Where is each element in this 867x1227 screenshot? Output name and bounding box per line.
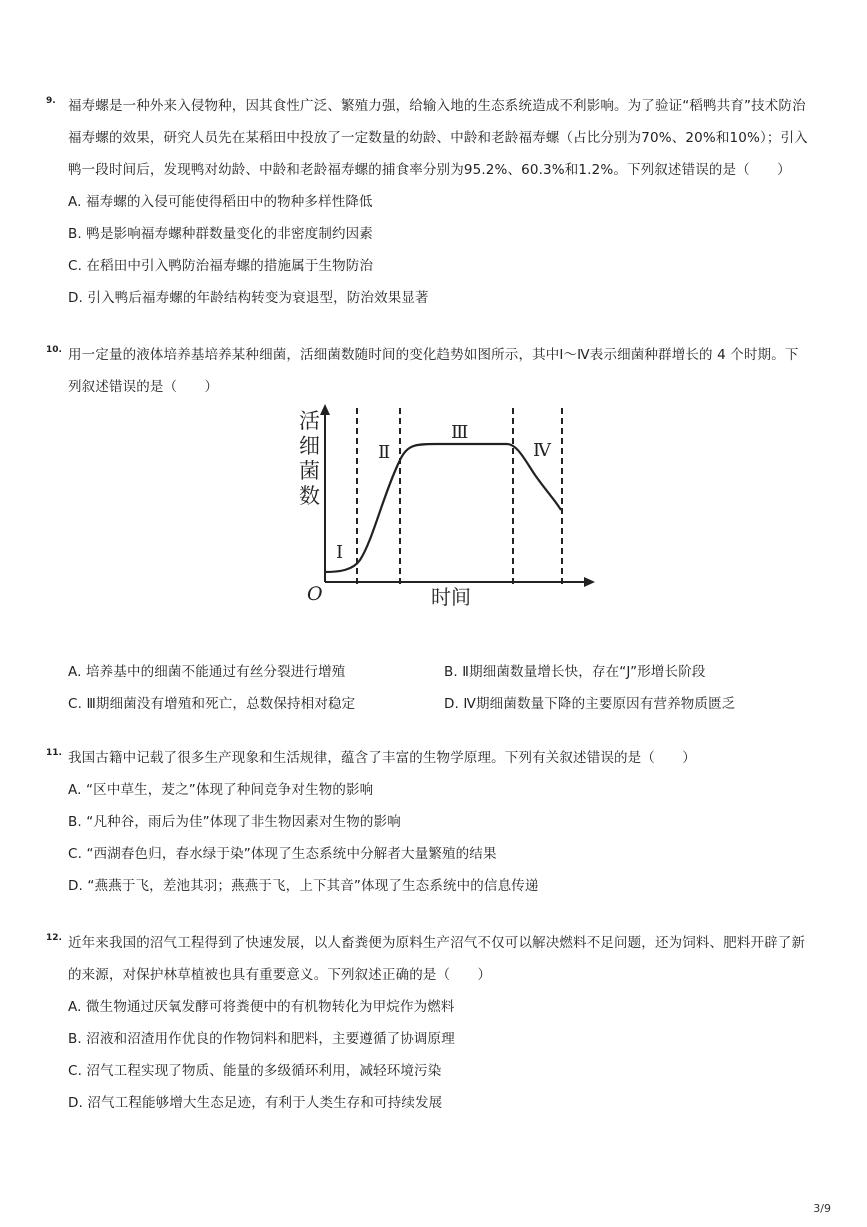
option-b: B. 鸭是影响福寿螺种群数量变化的非密度制约因素 — [68, 226, 373, 242]
phase-label: Ⅳ — [533, 440, 551, 461]
question-stem-line: 我国古籍中记载了很多生产现象和生活规律，蕴含了丰富的生物学原理。下列有关叙述错误的是（ ） — [68, 750, 696, 766]
y-axis-label-char: 细 — [299, 434, 320, 458]
question-stem-line: 列叙述错误的是（ ） — [68, 379, 219, 395]
growth-curve — [325, 444, 561, 572]
option-d: D. Ⅳ期细菌数量下降的主要原因有营养物质匮乏 — [444, 696, 736, 712]
question-number: 11. — [46, 748, 62, 758]
phase-label: Ⅰ — [336, 542, 344, 563]
option-d: D. 引入鸭后福寿螺的年龄结构转变为衰退型，防治效果显著 — [68, 290, 429, 306]
option-a: A. 微生物通过厌氧发酵可将粪便中的有机物转化为甲烷作为燃料 — [68, 999, 455, 1015]
origin-label: O — [307, 583, 323, 605]
phase-label: Ⅲ — [451, 422, 469, 443]
option-b: B. “凡种谷，雨后为佳”体现了非生物因素对生物的影响 — [68, 814, 401, 830]
phase-label: Ⅱ — [378, 442, 391, 463]
question-stem-line: 的来源，对保护林草植被也具有重要意义。下列叙述正确的是（ ） — [68, 967, 492, 983]
question-number: 9. — [46, 96, 56, 106]
option-c: C. 沼气工程实现了物质、能量的多级循环利用，减轻环境污染 — [68, 1063, 442, 1079]
question-stem-line: 福寿螺的效果，研究人员先在某稻田中投放了一定数量的幼龄、中龄和老龄福寿螺（占比分别为70%、20%和10%）；引入 — [68, 130, 808, 146]
y-axis-label-char: 数 — [299, 484, 320, 508]
question-stem-line: 用一定量的液体培养基培养某种细菌，活细菌数随时间的变化趋势如图所示，其中Ⅰ～Ⅳ表示细菌种群增长的 4 个时期。下 — [68, 347, 799, 363]
x-axis-arrow — [584, 577, 595, 587]
bacteria-growth-figure — [285, 400, 605, 610]
question-stem-line: 福寿螺是一种外来入侵物种，因其食性广泛、繁殖力强，给输入地的生态系统造成不利影响。为了验证“稻鸭共育”技术防治 — [68, 98, 806, 114]
question-stem-line: 近年来我国的沼气工程得到了快速发展，以人畜粪便为原料生产沼气不仅可以解决燃料不足问题，还为饲料、肥料开辟了新 — [68, 935, 806, 951]
question-number: 12. — [46, 933, 62, 943]
question-number: 10. — [46, 345, 62, 355]
option-b: B. Ⅱ期细菌数量增长快，存在“J”形增长阶段 — [444, 664, 706, 680]
option-d: D. “燕燕于飞，差池其羽；燕燕于飞，上下其音”体现了生态系统中的信息传递 — [68, 878, 539, 894]
option-a: A. 福寿螺的入侵可能使得稻田中的物种多样性降低 — [68, 194, 373, 210]
question-stem-line: 鸭一段时间后，发现鸭对幼龄、中龄和老龄福寿螺的捕食率分别为95.2%、60.3%和1.2%。下列叙述错误的是（ ） — [68, 162, 791, 178]
x-axis-label: 时间 — [431, 585, 471, 609]
y-axis-label-char: 菌 — [299, 459, 320, 483]
option-a: A. 培养基中的细菌不能通过有丝分裂进行增殖 — [68, 664, 346, 680]
option-d: D. 沼气工程能够增大生态足迹，有利于人类生存和可持续发展 — [68, 1095, 443, 1111]
y-axis-label-char: 活 — [299, 409, 320, 433]
option-c: C. “西湖春色归，春水绿于染”体现了生态系统中分解者大量繁殖的结果 — [68, 846, 497, 862]
page-number: 3/9 — [813, 1202, 831, 1215]
y-axis-arrow — [320, 404, 330, 415]
option-c: C. Ⅲ期细菌没有增殖和死亡，总数保持相对稳定 — [68, 696, 356, 712]
option-a: A. “区中草生，茇之”体现了种间竞争对生物的影响 — [68, 782, 374, 798]
option-c: C. 在稻田中引入鸭防治福寿螺的措施属于生物防治 — [68, 258, 374, 274]
option-b: B. 沼液和沼渣用作优良的作物饲料和肥料，主要遵循了协调原理 — [68, 1031, 455, 1047]
